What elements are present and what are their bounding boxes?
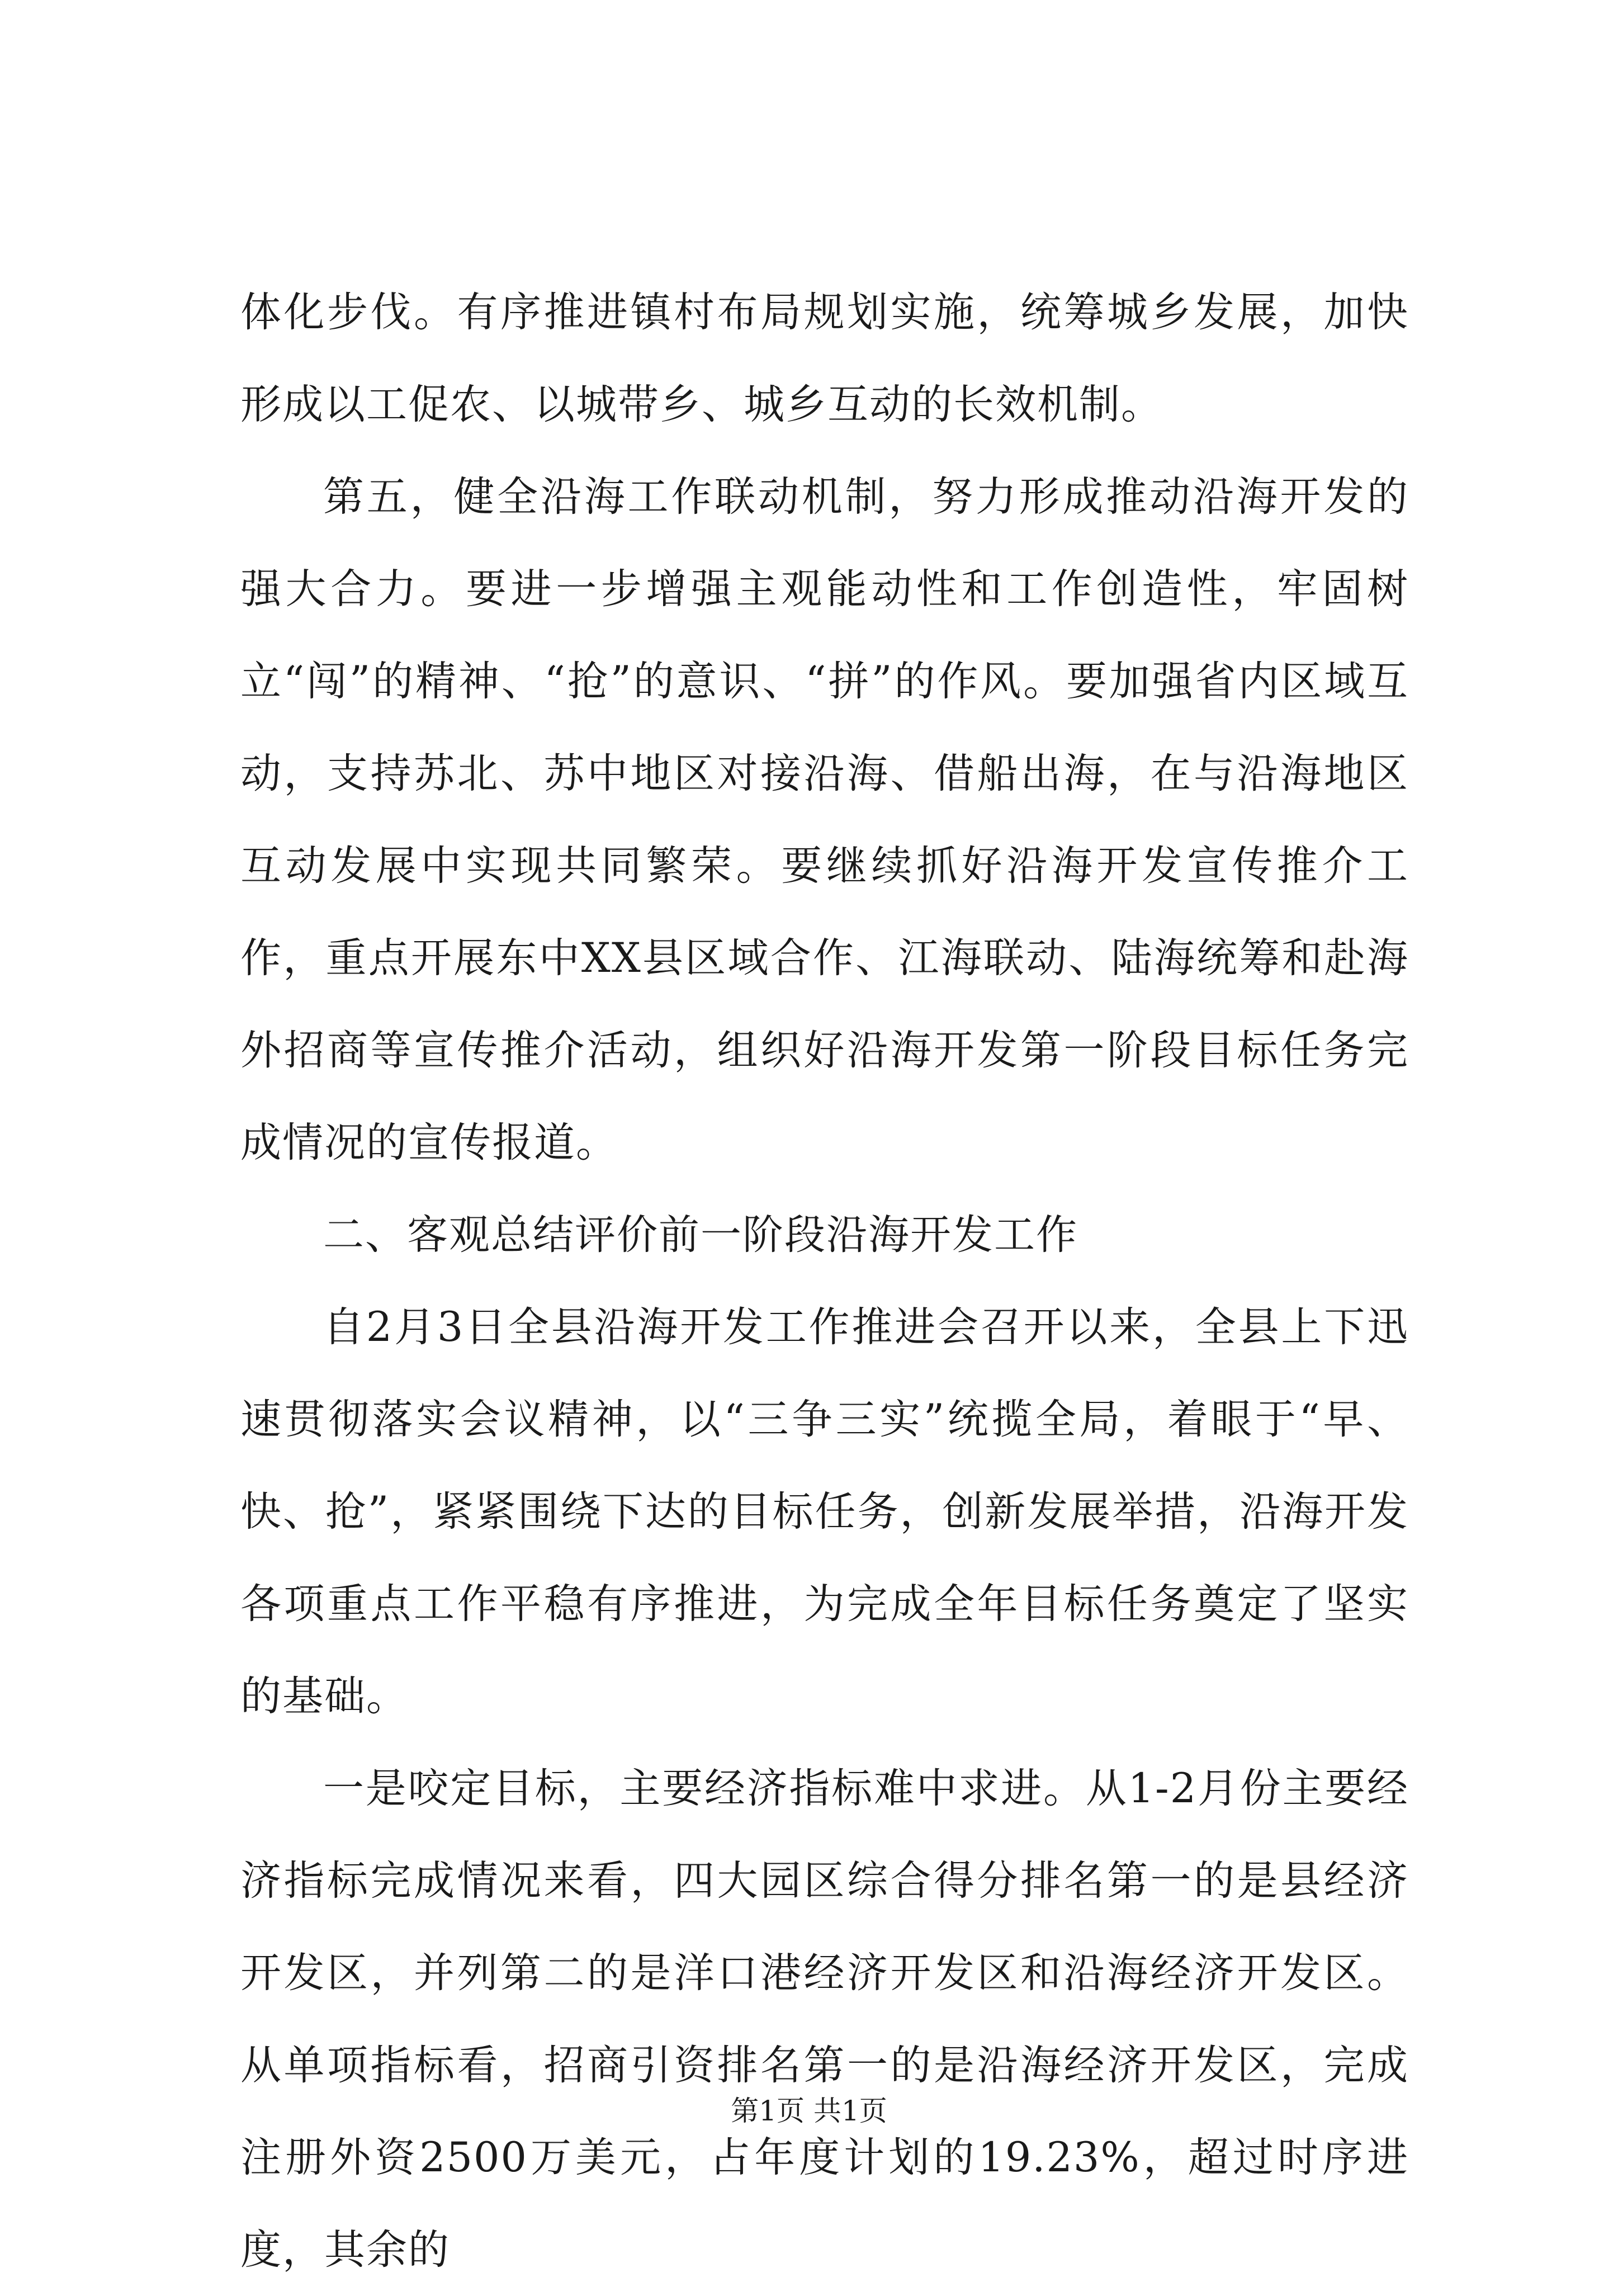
document-body bbox=[240, 266, 1409, 2296]
section-heading: 二、客观总结评价前一阶段沿海开发工作 bbox=[323, 1211, 1078, 1259]
paragraph-targets: 一是咬定目标，主要经济指标难中求进。从1-2月份主要经济指标完成情况来看，四大园区综合得分排名第一的是县经济开发区，并列第二的是洋口港经济开发区和沿海经济开发区。从单项指标看，招商引资排名第一的是沿海经济开发区，完成注册外资2500万美元，占年度计划的19.23%，超过时序进度，其余的 bbox=[240, 1765, 1409, 2274]
paragraph-continuation: 体化步伐。有序推进镇村布局规划实施，统筹城乡发展，加快形成以工促农、以城带乡、城乡互动的长效机制。 bbox=[240, 289, 1409, 428]
paragraph-fifth-point: 第五，健全沿海工作联动机制，努力形成推动沿海开发的强大合力。要进一步增强主观能动性和工作创造性，牢固树立“闯”的精神、“抢”的意识、“拼”的作风。要加强省内区域互动，支持苏北、苏中地区对接沿海、借船出海，在与沿海地区互动发展中实现共同繁荣。要继续抓好沿海开发宣传推介工作，重点开展东中XX县区域合作、江海联动、陆海统筹和赴海外招商等宣传推介活动，组织好沿海开发第一阶段目标任务完成情况的宣传报道。 bbox=[240, 473, 1409, 1166]
paragraph-summary: 自2月3日全县沿海开发工作推进会召开以来，全县上下迅速贯彻落实会议精神，以“三争三实”统揽全局，着眼于“早、快、抢”，紧紧围绕下达的目标任务，创新发展举措，沿海开发各项重点工作平稳有序推进，为完成全年目标任务奠定了坚实的基础。 bbox=[240, 1303, 1409, 1720]
page-footer: 第1页 共1页 bbox=[731, 2095, 887, 2127]
